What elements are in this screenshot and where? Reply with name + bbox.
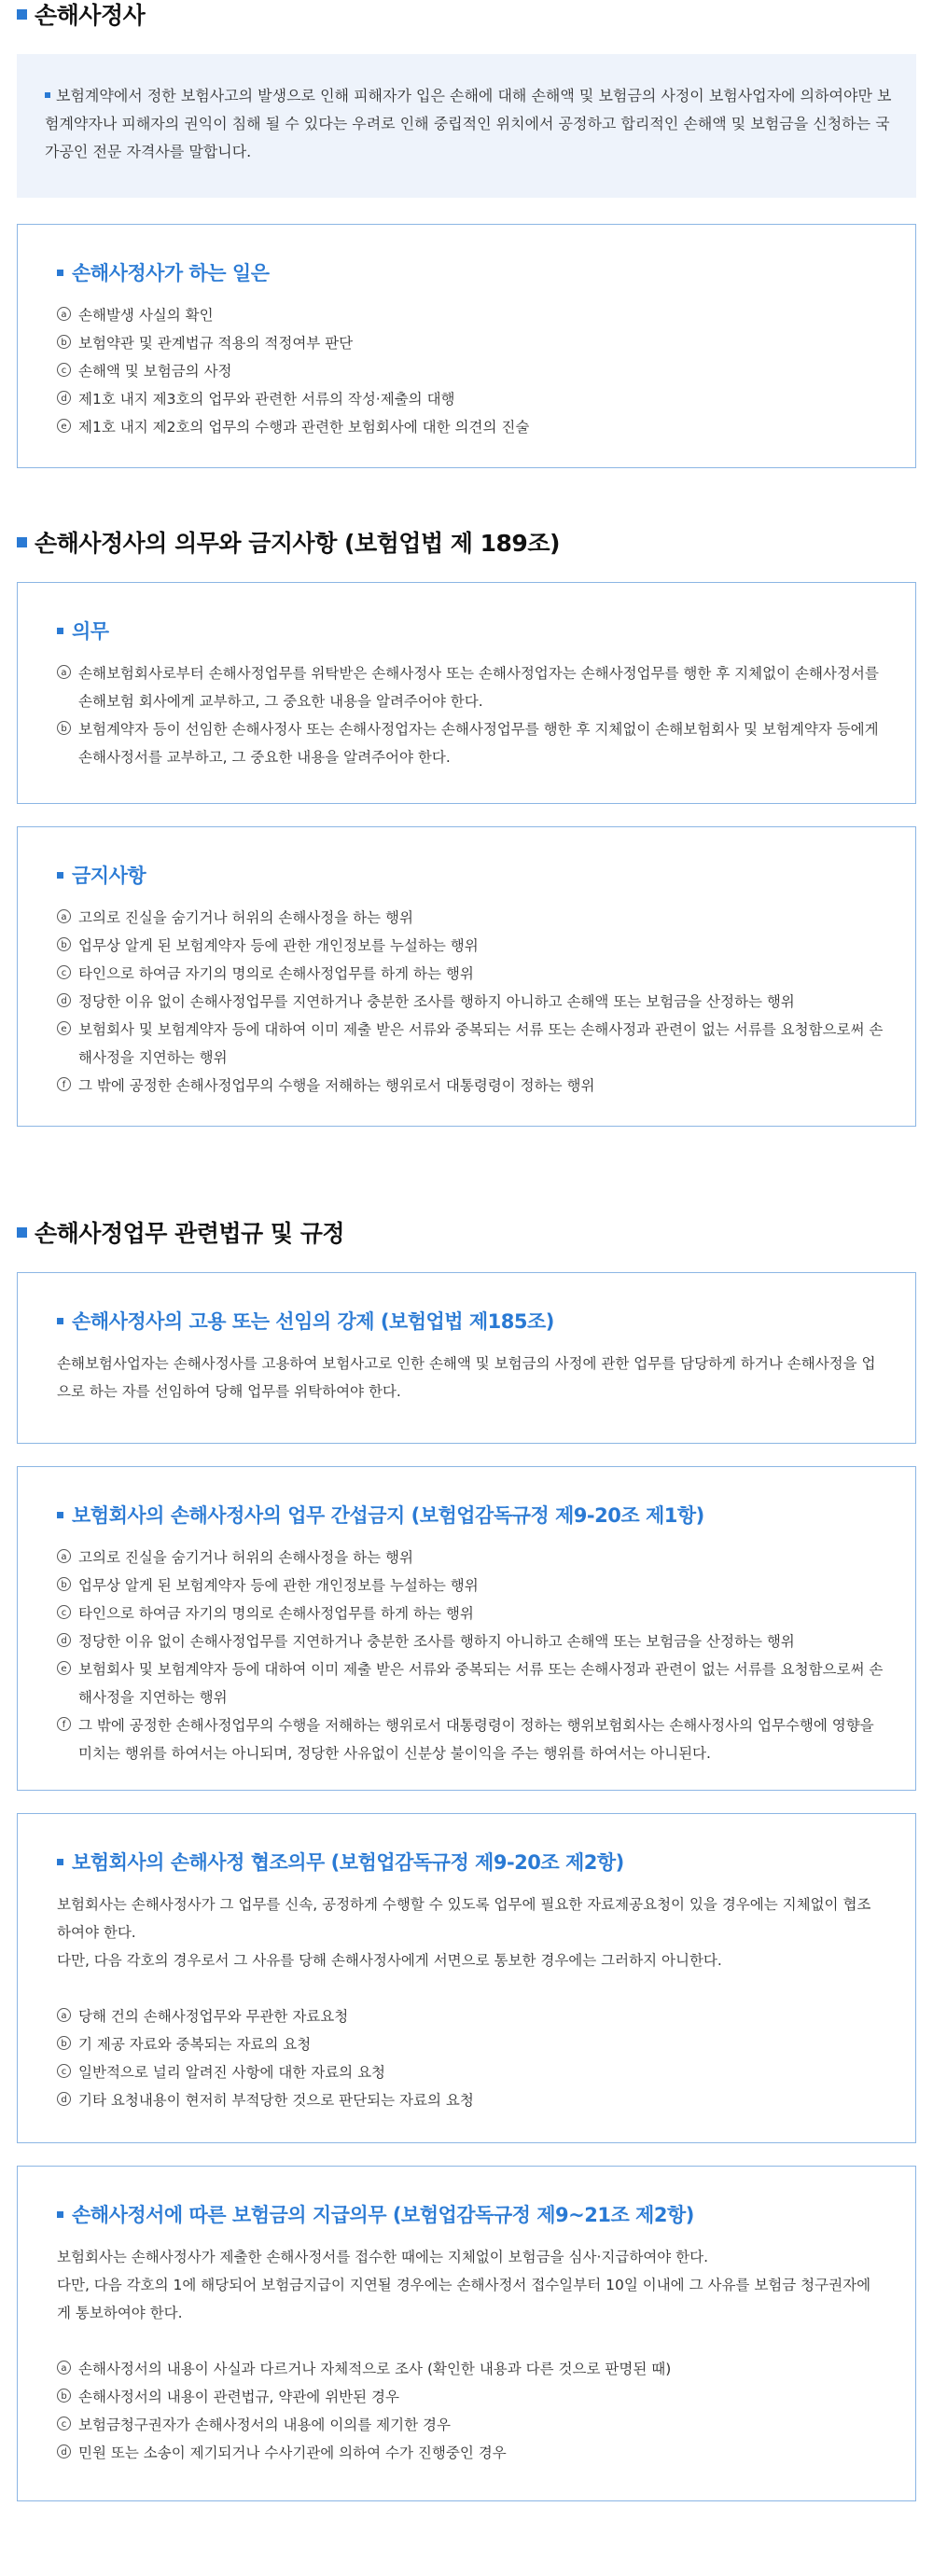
circled-letter-marker: a <box>57 2008 71 2022</box>
employment-box-title-text: 손해사정사의 고용 또는 선임의 강제 (보험업법 제185조) <box>72 1310 554 1333</box>
list-item-text: 기 제공 자료와 중복되는 자료의 요청 <box>78 2036 312 2053</box>
section-marker-icon <box>17 1227 27 1238</box>
list-item-text: 보험계약자 등이 선임한 손해사정사 또는 손해사정업자는 손해사정업무를 행한 후 지체없이 손해보험회사 및 보험계약자 등에게 손해사정서를 교부하고, 그 중요한 내용을 알려주어야 한다. <box>78 721 879 766</box>
list-item <box>57 1016 884 1072</box>
circled-letter-marker: e <box>57 1661 71 1675</box>
list-item-text: 보험금청구권자가 손해사정서의 내용에 이의를 제기한 경우 <box>78 2417 451 2433</box>
obligations-list <box>57 659 884 771</box>
circled-letter-marker: b <box>57 335 71 349</box>
duties-box-title <box>57 258 884 286</box>
duties-list <box>57 301 884 441</box>
list-item-text: 그 밖에 공정한 손해사정업무의 수행을 저해하는 행위로서 대통령령이 정하는 행위 <box>78 1077 595 1094</box>
employment-paragraph: 손해보험사업자는 손해사정사를 고용하여 보험사고로 인한 손해액 및 보험금의 사정에 관한 업무를 담당하게 하거나 손해사정을 업으로 하는 자를 선임하여 당해 업무를 위탁하여야 한다. <box>57 1355 876 1400</box>
list-item-text: 타인으로 하여금 자기의 명의로 손해사정업무를 하게 하는 행위 <box>78 965 474 982</box>
list-item <box>57 1072 884 1100</box>
interference-box-title <box>57 1501 884 1529</box>
heading-marker-icon <box>57 1859 63 1865</box>
circled-letter-marker: b <box>57 2036 71 2050</box>
cooperation-box-title-text: 보험회사의 손해사정 협조의무 (보험업감독규정 제9-20조 제2항) <box>72 1851 624 1874</box>
cooperation-list <box>57 2002 884 2114</box>
interference-box-title-text: 보험회사의 손해사정사의 업무 간섭금지 (보험업감독규정 제9-20조 제1항) <box>72 1504 704 1527</box>
list-item <box>57 329 884 357</box>
section-title-obligations <box>17 528 560 556</box>
employment-box-title <box>57 1307 884 1335</box>
list-item-text: 정당한 이유 없이 손해사정업무를 지연하거나 충분한 조사를 행하지 아니하고 손해액 또는 보험금을 산정하는 행위 <box>78 1633 795 1650</box>
list-item-text: 기타 요청내용이 현저히 부적당한 것으로 판단되는 자료의 요청 <box>78 2092 474 2109</box>
heading-marker-icon <box>57 872 63 879</box>
list-item-text: 타인으로 하여금 자기의 명의로 손해사정업무를 하게 하는 행위 <box>78 1605 474 1622</box>
circled-letter-marker: b <box>57 721 71 735</box>
payment-paragraph: 보험회사는 손해사정사가 제출한 손해사정서를 접수한 때에는 지체없이 보험금을 심사·지급하여야 한다. <box>57 2249 709 2265</box>
list-item-text: 민원 또는 소송이 제기되거나 수사기관에 의하여 수가 진행중인 경우 <box>78 2444 507 2461</box>
prohibitions-list <box>57 904 884 1100</box>
payment-box <box>17 2166 916 2501</box>
list-item-text: 업무상 알게 된 보험계약자 등에 관한 개인정보를 누설하는 행위 <box>78 937 479 954</box>
list-item-text: 보험약관 및 관계법규 적용의 적정여부 판단 <box>78 335 354 352</box>
circled-letter-marker: d <box>57 2092 71 2106</box>
list-item-text: 손해보험회사로부터 손해사정업무를 위탁받은 손해사정사 또는 손해사정업자는 손해사정업무를 행한 후 지체없이 손해사정서를 손해보험 회사에게 교부하고, 그 중요한 내용을 알려주어야 한다. <box>78 665 879 710</box>
circled-letter-marker: c <box>57 1605 71 1619</box>
interference-list <box>57 1544 884 1767</box>
prohibitions-box-title <box>57 861 884 889</box>
intro-text: 보험계약에서 정한 보험사고의 발생으로 인해 피해자가 입은 손해에 대해 손해액 및 보험금의 사정이 보험사업자에 의하여야만 보험계약자나 피해자의 권익이 침해 될 수 있다는 우려로 인해 중립적인 위치에서 공정하고 합리적인 손해액 및 보험금을 신청하는 국가공인 전문 자격사를 말합니다. <box>45 87 892 160</box>
list-item-text: 손해사정서의 내용이 관련법규, 약관에 위반된 경우 <box>78 2389 399 2405</box>
duties-box-title-text: 손해사정사가 하는 일은 <box>72 262 270 284</box>
list-item <box>57 1655 884 1711</box>
list-item <box>57 385 884 413</box>
section-marker-icon <box>17 537 27 547</box>
circled-letter-marker: c <box>57 363 71 377</box>
employment-box <box>17 1272 916 1444</box>
payment-box-title <box>57 2200 884 2228</box>
circled-letter-marker: d <box>57 1633 71 1647</box>
list-item <box>57 1711 884 1767</box>
list-item <box>57 904 884 932</box>
list-item-text: 정당한 이유 없이 손해사정업무를 지연하거나 충분한 조사를 행하지 아니하고 손해액 또는 보험금을 산정하는 행위 <box>78 993 795 1010</box>
section-title-text: 손해사정사의 의무와 금지사항 (보험업법 제 189조) <box>35 530 560 557</box>
prohibitions-box-title-text: 금지사항 <box>72 865 146 887</box>
circled-letter-marker: c <box>57 2417 71 2431</box>
list-item <box>57 1544 884 1572</box>
payment-paragraph: 다만, 다음 각호의 1에 해당되어 보험금지급이 지연될 경우에는 손해사정서 접수일부터 10일 이내에 그 사유를 보험금 청구권자에게 통보하여야 한다. <box>57 2277 871 2321</box>
circled-letter-marker: c <box>57 2064 71 2078</box>
heading-marker-icon <box>57 270 63 276</box>
list-item <box>57 357 884 385</box>
circled-letter-marker: b <box>57 1577 71 1591</box>
list-item <box>57 2086 884 2114</box>
list-item <box>57 1627 884 1655</box>
intro-box <box>17 54 916 198</box>
section-marker-icon <box>17 9 27 20</box>
heading-marker-icon <box>57 1512 63 1518</box>
list-item-text: 손해사정서의 내용이 사실과 다르거나 자체적으로 조사 (확인한 내용과 다른 것으로 판명된 때) <box>78 2361 672 2377</box>
circled-letter-marker: c <box>57 965 71 979</box>
circled-letter-marker: a <box>57 307 71 321</box>
list-item <box>57 2030 884 2058</box>
heading-marker-icon <box>57 2211 63 2218</box>
cooperation-box-title <box>57 1848 884 1876</box>
list-item <box>57 960 884 988</box>
interference-box <box>17 1466 916 1791</box>
list-item <box>57 932 884 960</box>
obligations-box <box>17 582 916 804</box>
list-item-text: 고의로 진실을 숨기거나 허위의 손해사정을 하는 행위 <box>78 909 413 926</box>
circled-letter-marker: e <box>57 419 71 433</box>
list-item <box>57 2383 884 2411</box>
circled-letter-marker: a <box>57 1549 71 1563</box>
list-item <box>57 1572 884 1600</box>
cooperation-paragraph: 보험회사는 손해사정사가 그 업무를 신속, 공정하게 수행할 수 있도록 업무에 필요한 자료제공요청이 있을 경우에는 지체없이 협조하여야 한다. <box>57 1896 871 1941</box>
circled-letter-marker: d <box>57 2444 71 2458</box>
payment-list <box>57 2355 884 2467</box>
list-item-text: 제1호 내지 제2호의 업무의 수행과 관련한 보험회사에 대한 의견의 진술 <box>78 419 530 436</box>
payment-box-title-text: 손해사정서에 따른 보험금의 지급의무 (보험업감독규정 제9~21조 제2항) <box>72 2204 694 2226</box>
list-item-text: 그 밖에 공정한 손해사정업무의 수행을 저해하는 행위로서 대통령령이 정하는 행위보험회사는 손해사정사의 업무수행에 영향을 미치는 행위를 하여서는 아니되며, 정당한 사유없이 신분상 불이익을 주는 행위를 하여서는 아니된다. <box>78 1717 874 1762</box>
list-item <box>57 2058 884 2086</box>
obligations-box-title-text: 의무 <box>72 620 109 643</box>
list-item <box>57 715 884 771</box>
list-item <box>57 413 884 441</box>
list-item-text: 보험회사 및 보험계약자 등에 대하여 이미 제출 받은 서류와 중복되는 서류 또는 손해사정과 관련이 없는 서류를 요청함으로써 손해사정을 지연하는 행위 <box>78 1021 884 1066</box>
duties-box <box>17 224 916 468</box>
heading-marker-icon <box>57 1318 63 1324</box>
circled-letter-marker: f <box>57 1717 71 1731</box>
list-item <box>57 2439 884 2467</box>
circled-letter-marker: d <box>57 993 71 1007</box>
list-item-text: 당해 건의 손해사정업무와 무관한 자료요청 <box>78 2008 349 2025</box>
list-item <box>57 659 884 715</box>
list-item-text: 고의로 진실을 숨기거나 허위의 손해사정을 하는 행위 <box>78 1549 413 1566</box>
circled-letter-marker: e <box>57 1021 71 1035</box>
circled-letter-marker: b <box>57 937 71 951</box>
circled-letter-marker: a <box>57 2361 71 2375</box>
list-item <box>57 2411 884 2439</box>
circled-letter-marker: a <box>57 665 71 679</box>
cooperation-paragraph: 다만, 다음 각호의 경우로서 그 사유를 당해 손해사정사에게 서면으로 통보한 경우에는 그러하지 아니한다. <box>57 1952 722 1969</box>
circled-letter-marker: a <box>57 909 71 923</box>
list-item <box>57 301 884 329</box>
list-item-text: 업무상 알게 된 보험계약자 등에 관한 개인정보를 누설하는 행위 <box>78 1577 479 1594</box>
list-item-text: 손해발생 사실의 확인 <box>78 307 214 324</box>
circled-letter-marker: f <box>57 1077 71 1091</box>
list-item-text: 제1호 내지 제3호의 업무와 관련한 서류의 작성·제출의 대행 <box>78 391 455 408</box>
section-title-text: 손해사정사 <box>35 2 146 29</box>
obligations-box-title <box>57 616 884 644</box>
prohibitions-box <box>17 826 916 1127</box>
list-item <box>57 2002 884 2030</box>
list-item <box>57 1600 884 1627</box>
heading-marker-icon <box>57 628 63 634</box>
list-item <box>57 988 884 1016</box>
list-item-text: 보험회사 및 보험계약자 등에 대하여 이미 제출 받은 서류와 중복되는 서류 또는 손해사정과 관련이 없는 서류를 요청함으로써 손해사정을 지연하는 행위 <box>78 1661 884 1706</box>
section-title-regulations <box>17 1218 344 1246</box>
section-title-text: 손해사정업무 관련법규 및 규정 <box>35 1220 345 1247</box>
section-title-adjuster <box>17 0 145 28</box>
circled-letter-marker: b <box>57 2389 71 2403</box>
bullet-icon <box>45 92 50 98</box>
list-item-text: 손해액 및 보험금의 사정 <box>78 363 232 380</box>
list-item-text: 일반적으로 널리 알려진 사항에 대한 자료의 요청 <box>78 2064 386 2081</box>
list-item <box>57 2355 884 2383</box>
circled-letter-marker: d <box>57 391 71 405</box>
cooperation-box <box>17 1813 916 2143</box>
